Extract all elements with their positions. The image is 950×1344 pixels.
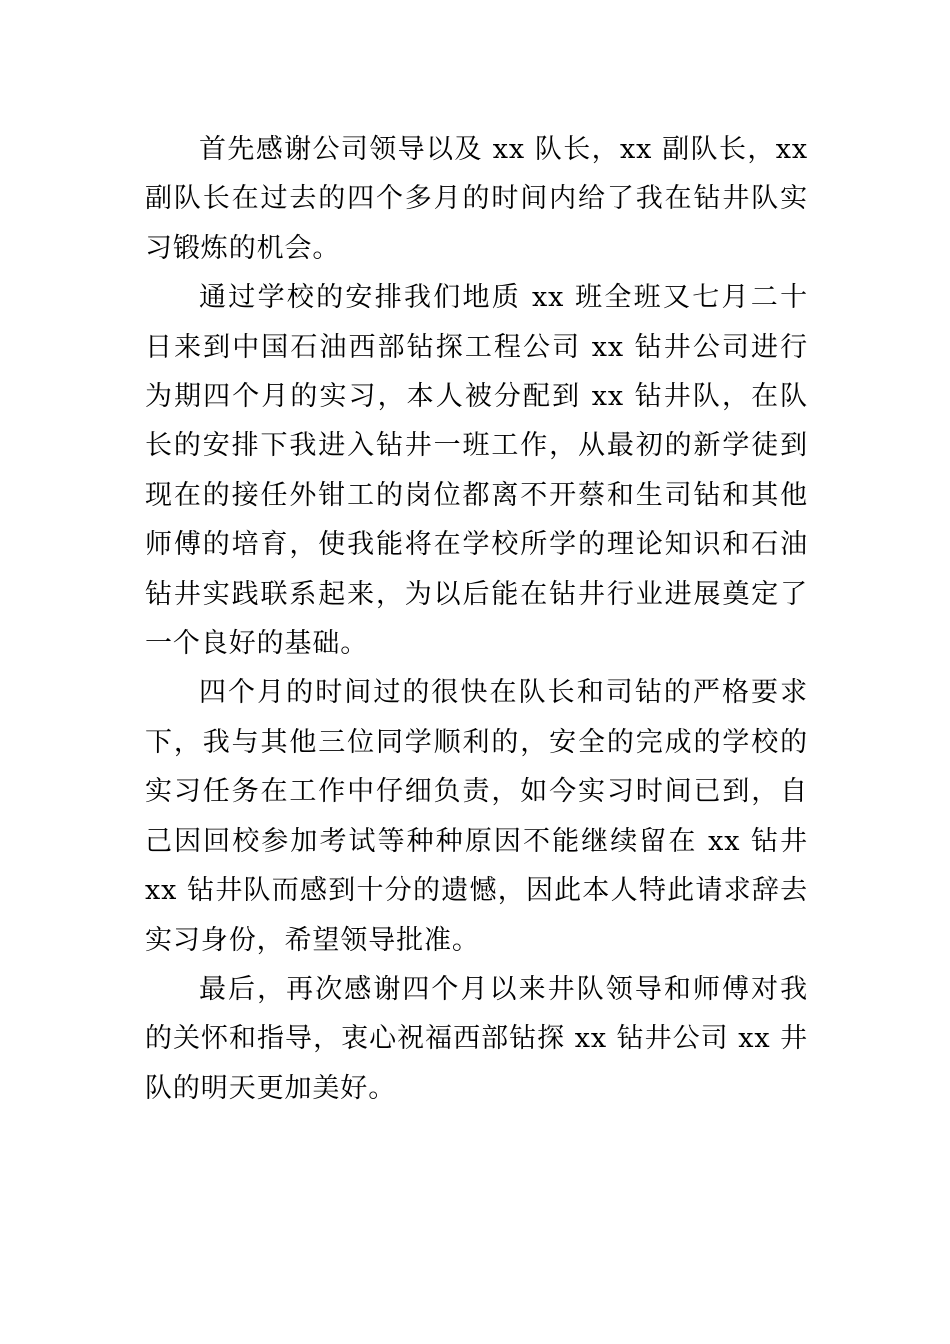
paragraph-thanks: 首先感谢公司领导以及 xx 队长，xx 副队长，xx 副队长在过去的四个多月的时间内给了我在钻井队实习锻炼的机会。 [145, 134, 808, 264]
paragraph-closing: 最后，再次感谢四个月以来井队领导和师傅对我的关怀和指导，衷心祝福西部钻探 xx 钻井公司 xx 井队的明天更加美好。 [145, 973, 808, 1104]
paragraph-resignation: 四个月的时间过的很快在队长和司钻的严格要求下，我与其他三位同学顺利的，安全的完成的学校的实习任务在工作中仔细负责，如今实习时间已到，自己因回校参加考试等种种原因不能继续留在 xx 钻井 xx 钻井队而感到十分的遗憾，因此本人特此请求辞去实习身份，希望领导批准。 [145, 677, 808, 956]
document-body [145, 125, 808, 1113]
paragraph-internship: 通过学校的安排我们地质 xx 班全班又七月二十日来到中国石油西部钻探工程公司 xx 钻井公司进行为期四个月的实习，本人被分配到 xx 钻井队，在队长的安排下我进入钻井一班工作，从最初的新学徒到现在的接任外钳工的岗位都离不开蔡和生司钻和其他师傅的培育，使我能将在学校所学的理论知识和石油钻井实践联系起来，为以后能在钻井行业进展奠定了一个良好的基础。 [145, 282, 808, 660]
